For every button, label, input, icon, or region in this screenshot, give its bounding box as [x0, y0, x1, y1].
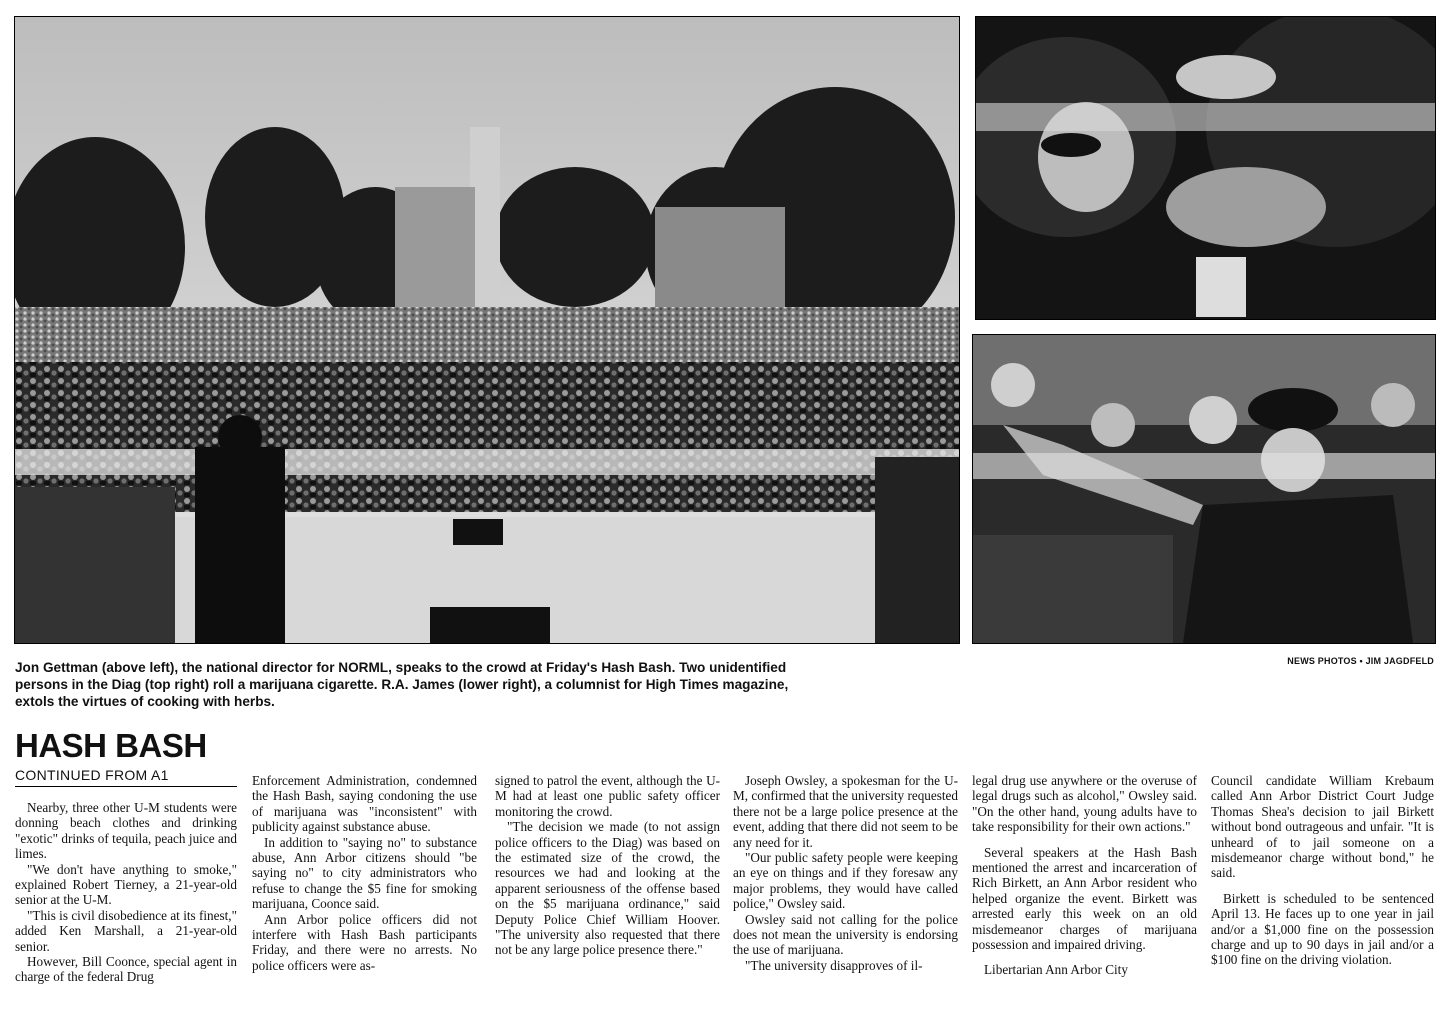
paragraph: "The university disapproves of il- — [745, 957, 923, 973]
divider — [15, 786, 237, 787]
photo-caption: Jon Gettman (above left), the national director for NORML, speaks to the crowd at Friday's Hash Bash. Two unidentified persons in the Diag (top right) roll a marijuana cigarette. R.A. James (lower right), a columnist for High Times magazine, extols the virtues of cooking with herbs. — [15, 660, 789, 709]
article-column-1 — [15, 800, 237, 985]
article-column-2 — [252, 773, 477, 973]
paragraph: Libertarian Ann Arbor City — [984, 962, 1128, 978]
paragraph: "The decision we made (to not assign police officers to the Diag) was based on the estimated size of the crowd, the resources we had and looking at the apparent seriousness of the offense based on the $5 marijuana ordinance," said Deputy Police Chief William Hoover. "The university also requested that there not be any large police presence there." — [495, 819, 720, 958]
paragraph: signed to patrol the event, although the U-M had at least one public safety officer monitoring the crowd. — [495, 773, 720, 819]
article-column-5 — [972, 773, 1197, 978]
paragraph: Enforcement Administration, condemned the Hash Bash, saying condoning the use of marijuana was "inconsistent" with publicity against substance abuse. — [252, 773, 477, 835]
paragraph: Several speakers at the Hash Bash mentioned the arrest and incarceration of Rich Birkett, an Ann Arbor resident who helped organize the event. Birkett was arrested early this week on an old misdemeanor charges of marijuana possession and impaired driving. — [972, 844, 1197, 953]
paragraph: Nearby, three other U-M students were donning beach clothes and drinking "exotic" drinks of tequila, peach juice and limes. — [15, 800, 237, 862]
paragraph: In addition to "saying no" to substance abuse, Ann Arbor citizens should "be saying no" to city administrators who refuse to change the $5 fine for smoking marijuana, Coonce said. — [252, 834, 477, 912]
article-column-3 — [495, 773, 720, 958]
page-title: HASH BASH — [15, 727, 207, 764]
paragraph: Joseph Owsley, a spokesman for the U-M, confirmed that the university requested there not be a large police presence at the event, adding that there did not seem to be any need for it. — [733, 773, 958, 850]
paragraph: legal drug use anywhere or the overuse of legal drugs such as alcohol," Owsley said. "On the other hand, young adults have to take responsibility for their own actions." — [972, 773, 1197, 835]
columnist-speaking-photo — [972, 334, 1436, 644]
article-column-6 — [1211, 773, 1434, 968]
rally-crowd-photo — [14, 16, 960, 644]
photo-credit: NEWS PHOTOS • JIM JAGDFELD — [1287, 656, 1434, 666]
paragraph: "We don't have anything to smoke," explained Robert Tierney, a 21-year-old senior at the U-M. — [15, 861, 237, 908]
paragraph: "This is civil disobedience at its finest," added Ken Marshall, a 21-year-old senior. — [15, 907, 237, 954]
paragraph: Council candidate William Krebaum called Ann Arbor District Court Judge Thomas Shea's decision to jail Birkett without bond outrageous and unfair. "It is unheard of to jail someone on a misdemeanor charge without bond," he said. — [1211, 773, 1434, 881]
paragraph: "Our public safety people were keeping an eye on things and if they foresaw any major problems, they would have called police," Owsley said. — [733, 850, 958, 912]
article-column-4 — [733, 773, 958, 973]
paragraph: Ann Arbor police officers did not interfere with Hash Bash participants Friday, and there were no arrests. No police officers were as- — [252, 911, 477, 973]
paragraph: However, Bill Coonce, special agent in charge of the federal Drug — [15, 954, 237, 985]
paragraph: Owsley said not calling for the police does not mean the university is endorsing the use of marijuana. — [733, 911, 958, 958]
rolling-cigarette-photo — [975, 16, 1436, 320]
paragraph: Birkett is scheduled to be sentenced April 13. He faces up to one year in jail and/or a $1,000 fine on the possession charge and up to 90 days in jail and/or a $100 fine on the driving violation. — [1211, 890, 1434, 968]
continued-label: CONTINUED FROM A1 — [15, 767, 169, 783]
